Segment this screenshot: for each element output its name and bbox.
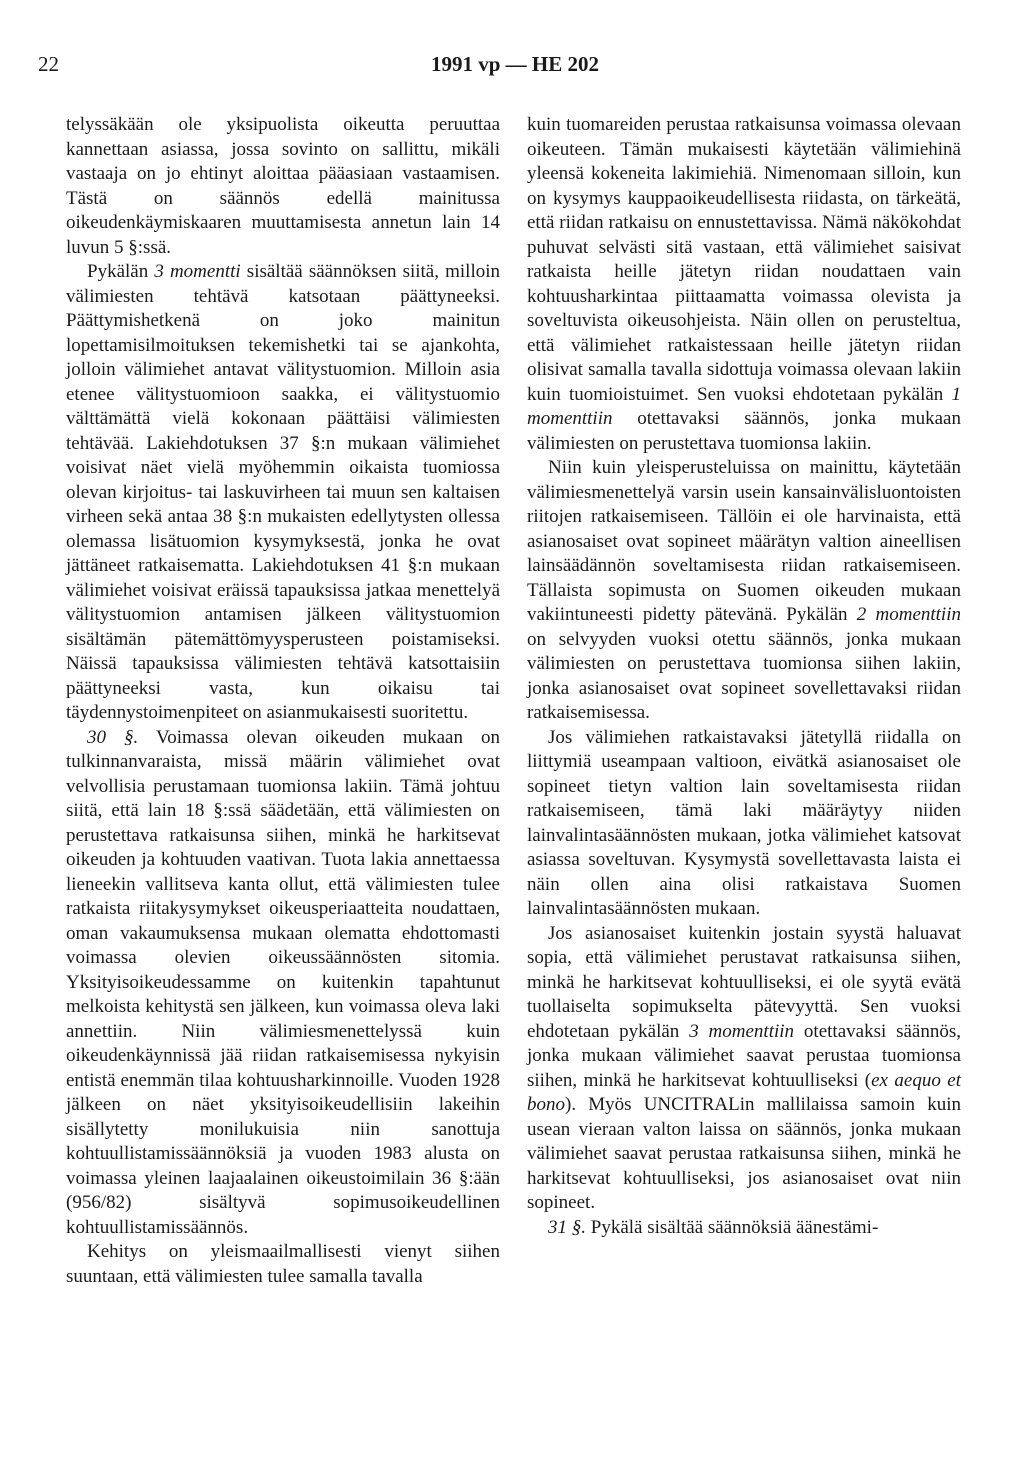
paragraph bbox=[527, 1216, 961, 1241]
paragraph-text: otettavaksi säännös, jonka mukaan välimiehet saavat perustaa tuomionsa siihen, minkä he harkitsevat kohtuulliseksi ( bbox=[527, 1020, 962, 1091]
page-number: 22 bbox=[38, 52, 59, 76]
paragraph-text: Pykälän bbox=[87, 261, 155, 282]
page-header bbox=[38, 52, 992, 82]
right-column bbox=[527, 113, 961, 1240]
paragraph bbox=[527, 922, 961, 1216]
paragraph-text: on selvyyden vuoksi otettu säännös, jonka mukaan välimiesten on perustettava tuomionsa siihen lakiin, jonka asianosaiset ovat sopineet sovellettavaksi riidan ratkaisemisessa. bbox=[527, 628, 961, 723]
paragraph: Kehitys on yleismaailmallisesti vienyt siihen suuntaan, että välimiesten tulee samalla tavalla bbox=[66, 1241, 500, 1287]
running-head: 1991 vp — HE 202 bbox=[430, 52, 600, 76]
emphasis-text: 3 momentti bbox=[154, 261, 241, 282]
paragraph-text: Jos asianosaiset kuitenkin jostain syystä haluavat sopia, että välimiehet perustavat ratkaisunsa siihen, minkä he harkitsevat kohtuulliseksi, ei ole syytä evätä tuollaiselta sopimukselta pätevyyttä. Sen vuoksi ehdotetaan pykälän bbox=[527, 922, 961, 1042]
paragraph-text: otettavaksi säännös, jonka mukaan välimiesten on perustettava tuomionsa lakiin. bbox=[527, 408, 961, 454]
emphasis-text: 3 momenttiin bbox=[689, 1020, 795, 1042]
left-column bbox=[66, 113, 500, 1289]
section-ref: 30 §. bbox=[87, 726, 139, 748]
emphasis-text: 1 momenttiin bbox=[527, 383, 961, 429]
section-ref: 31 §. bbox=[548, 1216, 586, 1238]
paragraph-text: Voimassa olevan oikeuden mukaan on tulkinnanvaraista, missä määrin välimiehet ovat velvollisia perustamaan tuomionsa lakiin. Tämä johtuu siitä, että lain 18 §:ssä säädetään, että välimiesten on perustettava ratkaisunsa siihen, minkä he harkitsevat oikeuden ja kohtuuden vaativan. Tuota lakia annettaessa lieneekin vallitseva kanta ollut, että välimiesten tulee ratkaista riitakysymykset oikeusperiaatteita noudattaen, oman vakaumuksensa mukaan olematta ehdottomasti voimassa olevien oikeussäännösten sitomia. Yksityisoikeudessamme on kuitenkin tapahtunut melkoista kehitystä sen jälkeen, kun voimassa oleva laki annettiin. Niin välimiesmenettelyssä kuin oikeudenkäynnissä jää riidan ratkaisemisessa nykyisin entistä enemmän tilaa kohtuusharkinnoille. Vuoden 1928 jälkeen on näet yksityisoikeudellisiin lakeihin sisällytetty monilukuisia niin sanottuja kohtuullistamissäännöksiä ja vuoden 1983 alusta on voimassa yleinen laajaalainen oikeustoimilain 36 §:ään (956/82) sisältyvä sopimusoikeudellinen kohtuullistamissäännös. bbox=[66, 726, 501, 1238]
emphasis-text: ex aequo et bono bbox=[527, 1069, 961, 1115]
paragraph bbox=[66, 260, 500, 726]
paragraph bbox=[527, 113, 961, 456]
paragraph-text: ). Myös UNCITRALin mallilaissa samoin kuin usean vieraan valton laissa on säännös, jonka mukaan välimiehet saavat perustaa ratkaisunsa siihen, minkä he harkitsevat kohtuulliseksi, jos asianosaiset ovat niin sopineet. bbox=[527, 1094, 961, 1213]
paragraph-text: Pykälä sisältää säännöksiä äänestämi- bbox=[586, 1216, 879, 1238]
paragraph: telyssäkään ole yksipuolista oikeutta peruuttaa kannettaan asiassa, jossa sovinto on sallittu, mikäli vastaaja on jo ehtinyt aloittaa pääasiaan vastaamisen. Tästä on säännös edellä mainitussa oikeudenkäymiskaaren muuttamisesta annetun lain 14 luvun 5 §:ssä. bbox=[66, 114, 500, 258]
paragraph bbox=[527, 456, 961, 726]
paragraph: Jos välimiehen ratkaistavaksi jätetyllä riidalla on liittymiä useampaan valtioon, eivätkä asianosaiset ole sopineet tietyn valtion lain soveltamisesta riidan ratkaisemiseen, tämä laki määräytyy niiden lainvalintasäännösten mukaan, jotka välimiehet katsovat asiassa soveltuvan. Kysymystä sovellettavasta laista ei näin ollen aina olisi ratkaistava Suomen lainvalintasäännösten mukaan. bbox=[527, 726, 961, 919]
paragraph-text: Niin kuin yleisperusteluissa on mainittu, käytetään välimiesmenettelyä varsin usein kansainvälisluontoisten riitojen ratkaisemiseen. Tällöin ei ole harvinaista, että asianosaiset ovat sopineet määrätyn valtion aineellisen lainsäädännön soveltamisesta riidan ratkaisemiseen. Tällaista sopimusta on Suomen oikeuden mukaan vakiintuneesti pidetty pätevänä. Pykälän bbox=[527, 457, 961, 625]
emphasis-text: 2 momenttiin bbox=[856, 604, 961, 625]
paragraph-text: sisältää säännöksen siitä, milloin välimiesten tehtävä katsotaan päättyneeksi. Päättymishetkenä on joko mainitun lopettamisilmoituksen tekemishetki tai se ajankohta, jolloin välimiehet antavat välitystuomion. Milloin asia etenee välitystuomioon saakka, ei välitystuomio välttämättä vielä kokonaan päättäisi välimiesten tehtävää. Lakiehdotuksen 37 §:n mukaan välimiehet voisivat näet vielä myöhemmin oikaista tuomiossa olevan kirjoitus- tai laskuvirheen tai muun sen kaltaisen virheen sekä antaa 38 §:n mukaisten edellytysten ollessa olemassa lisätuomion kysymyksestä, jonka he ovat jättäneet ratkaisematta. Lakiehdotuksen 41 §:n mukaan välimiehet voisivat eräissä tapauksissa jatkaa menettelyä välitystuomion antamisen jälkeen välitystuomion sisältämän pätemättömyysperusteen poistamiseksi. Näissä tapauksissa välimiesten tehtävä katsottaisiin päättyneeksi vasta, kun oikaisu tai täydennystoimenpiteet on asianmukaisesti suoritettu. bbox=[66, 261, 500, 723]
paragraph-text: kuin tuomareiden perustaa ratkaisunsa voimassa olevaan oikeuteen. Tämän mukaisesti käytetään välimiehinä yleensä kokeneita lakimiehiä. Nimenomaan silloin, kun on kysymys kauppaoikeudellisesta riidasta, on tärkeätä, että riidan ratkaisu on ennustettavissa. Nämä näkökohdat puhuvat selvästi sitä vastaan, että välimiehet saisivat ratkaista heille jätetyn riidan noudattaen vain kohtuusharkintaa piittaamatta voimassa olevista ja soveltuvista oikeusohjeista. Näin ollen on perusteltua, että välimiehet ratkaistessaan heille jätetyn riidan olisivat samalla tavalla sidottuja voimassa olevaan lakiin kuin tuomioistuimet. Sen vuoksi ehdotetaan pykälän bbox=[527, 114, 961, 405]
paragraph bbox=[66, 726, 500, 1241]
